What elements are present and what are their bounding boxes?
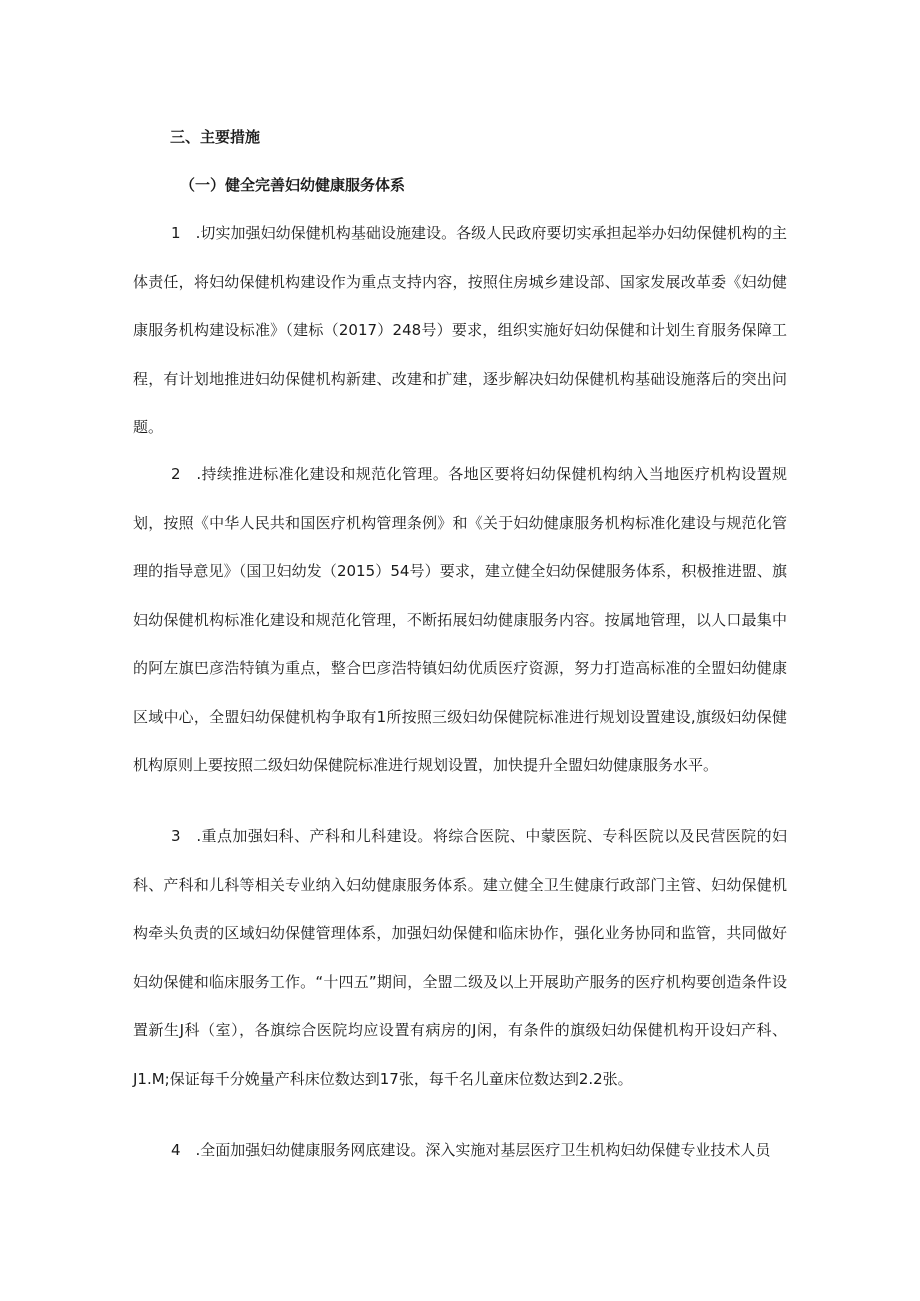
section-heading: 三、主要措施 — [170, 128, 261, 146]
paragraph-1: 1 .切实加强妇幼保健机构基础设施建设。各级人民政府要切实承担起举办妇幼保健机构的主体责任，将妇幼保健机构建设作为重点支持内容，按照住房城乡建设部、国家发展改革委《妇幼健康服务机构建设标准》（建标（2017）248号）要求，组织实施好妇幼保健和计划生育服务保障工程，有计划地推进妇幼保健机构新建、改建和扩建，逐步解决妇幼保健机构基础设施落后的突出问题。 — [133, 224, 787, 436]
paragraph-3: 3 .重点加强妇科、产科和儿科建设。将综合医院、中蒙医院、专科医院以及民营医院的妇科、产科和儿科等相关专业纳入妇幼健康服务体系。建立健全卫生健康行政部门主管、妇幼保健机构牵头负责的区域妇幼保健管理体系，加强妇幼保健和临床协作，强化业务协同和监管，共同做好妇幼保健和临床服务工作。“十四五”期间，全盟二级及以上开展助产服务的医疗机构要创造条件设置新生J科（室），各旗综合医院均应设置有病房的J闲，有条件的旗级妇幼保健机构开设妇产科、J1.M;保证每千分娩量产科床位数达到17张，每千名儿童床位数达到2.2张。 — [133, 827, 787, 1088]
sub-heading: （一）健全完善妇幼健康服务体系 — [180, 176, 406, 194]
paragraph-4: 4 .全面加强妇幼健康服务网底建设。深入实施对基层医疗卫生机构妇幼保健专业技术人员 — [171, 1141, 771, 1159]
paragraph-2: 2 .持续推进标准化建设和规范化管理。各地区要将妇幼保健机构纳入当地医疗机构设置规划，按照《中华人民共和国医疗机构管理条例》和《关于妇幼健康服务机构标准化建设与规范化管理的指导意见》（国卫妇幼发（2015）54号）要求，建立健全妇幼保健服务体系，积极推进盟、旗妇幼保健机构标准化建设和规范化管理，不断拓展妇幼健康服务内容。按属地管理，以人口最集中的阿左旗巴彦浩特镇为重点，整合巴彦浩特镇妇幼优质医疗资源，努力打造高标准的全盟妇幼健康区域中心，全盟妇幼保健机构争取有1所按照三级妇幼保健院标准进行规划设置建设,旗级妇幼保健机构原则上要按照二级妇幼保健院标准进行规划设置，加快提升全盟妇幼健康服务水平。 — [133, 465, 787, 774]
